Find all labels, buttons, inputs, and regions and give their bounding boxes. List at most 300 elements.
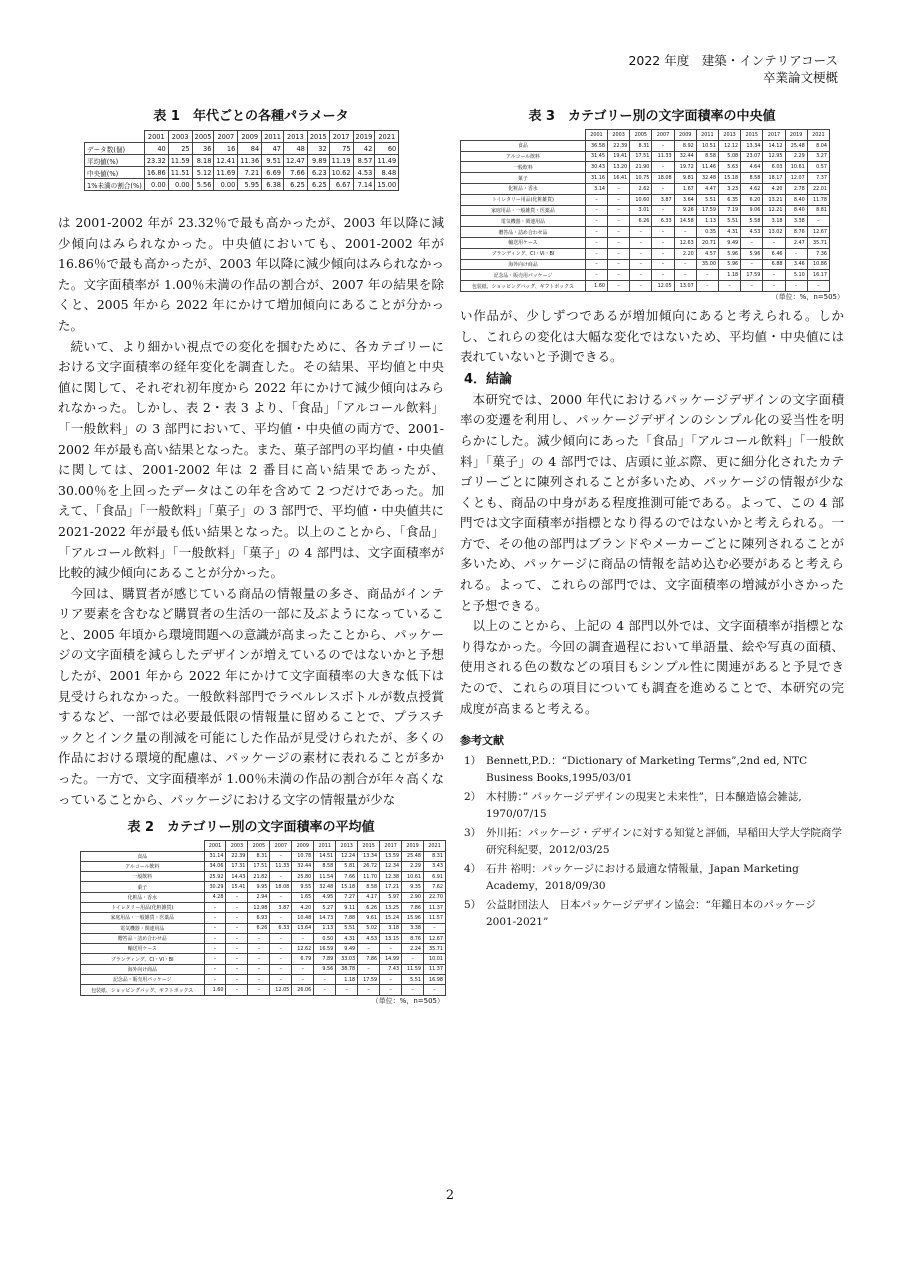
year-header-cell: 2001 [144, 131, 168, 143]
value-cell: 8.81 [807, 205, 829, 216]
value-cell: – [630, 270, 652, 281]
value-cell: 10.62 [329, 167, 353, 179]
year-header-cell: 2007 [270, 841, 292, 851]
value-cell: 31.16 [585, 173, 607, 184]
row-label-cell: ブランディング、CI・VI・BI [461, 248, 586, 259]
value-cell: 5.63 [718, 162, 740, 173]
value-cell: 10.48 [292, 913, 314, 923]
value-cell: 3.38 [785, 216, 807, 227]
value-cell: – [424, 923, 446, 933]
value-cell: – [358, 944, 380, 954]
year-header-cell: 2021 [424, 841, 446, 851]
row-label-cell: ブランディング、CI・VI・BI [81, 954, 205, 964]
value-cell: 10.60 [630, 194, 652, 205]
value-cell: 6.03 [763, 162, 785, 173]
table-row [461, 162, 830, 173]
value-cell: – [585, 194, 607, 205]
value-cell: 9.89 [307, 155, 329, 167]
value-cell: 11.70 [358, 872, 380, 882]
value-cell: – [585, 205, 607, 216]
row-label-cell: 1%未満の割合(%) [85, 179, 145, 191]
value-cell: 25 [168, 143, 192, 155]
value-cell: 7.21 [238, 167, 262, 179]
reference-item: 2） 木村勝：” パッケージデザインの現実と未来性”，日本醸造協会雑誌, 1970/07/15 [464, 791, 802, 820]
value-cell: 31.45 [585, 151, 607, 162]
year-header-cell: 2017 [380, 841, 402, 851]
year-header-cell: 2021 [807, 130, 829, 141]
table-row [85, 167, 399, 179]
value-cell: 5.96 [741, 248, 763, 259]
value-cell: 6.67 [329, 179, 353, 191]
table-row [461, 183, 830, 194]
row-label-cell: 電気機器・関連用品 [81, 923, 205, 933]
value-cell: – [608, 248, 630, 259]
value-cell: – [270, 872, 292, 882]
year-header-cell: 2021 [375, 131, 399, 143]
value-cell: 8.92 [674, 140, 696, 151]
value-cell: 11.37 [424, 964, 446, 974]
row-label-cell: 輸送用ケース [81, 944, 205, 954]
value-cell: 11.59 [402, 964, 424, 974]
value-cell: 6.35 [718, 194, 740, 205]
value-cell: – [608, 205, 630, 216]
value-cell: – [630, 259, 652, 270]
value-cell: – [741, 281, 763, 292]
table-corner-cell [81, 841, 205, 851]
value-cell: 7.14 [353, 179, 375, 191]
table-corner-cell [85, 131, 145, 143]
value-cell: 21.90 [630, 162, 652, 173]
value-cell: 3.87 [270, 903, 292, 913]
value-cell: 6.26 [630, 216, 652, 227]
value-cell: – [652, 237, 674, 248]
year-header-cell: 2019 [353, 131, 375, 143]
value-cell: 31.14 [204, 851, 226, 861]
reference-item: 4） 石井 裕明：パッケージにおける最適な情報量，Japan Marketing Academy，2018/09/30 [464, 863, 799, 892]
value-cell: 34.06 [204, 861, 226, 871]
row-label-cell: 贈答品・詰め合わせ品 [461, 227, 586, 238]
table-row [81, 975, 446, 985]
table-row [461, 140, 830, 151]
value-cell: 40 [144, 143, 168, 155]
value-cell: 0.00 [168, 179, 192, 191]
value-cell: 7.66 [336, 872, 358, 882]
value-cell: 2.94 [248, 892, 270, 902]
value-cell: 12.24 [336, 851, 358, 861]
value-cell: 12.05 [652, 281, 674, 292]
value-cell: – [270, 913, 292, 923]
value-cell: – [741, 237, 763, 248]
value-cell: 12.21 [763, 205, 785, 216]
value-cell: 10.61 [785, 162, 807, 173]
value-cell: 4.20 [292, 903, 314, 913]
value-cell: 5.51 [336, 923, 358, 933]
paragraph-right-1: い作品が、少しずつであるが増加傾向にあると考えられる。しかし、これらの変化は大幅な変化ではないため、平均値・中央値には表れていないと予測できる。 [460, 307, 844, 365]
value-cell: 7.62 [424, 882, 446, 892]
value-cell: – [402, 985, 424, 995]
value-cell: 17.51 [248, 861, 270, 871]
value-cell: 2.47 [785, 237, 807, 248]
value-cell: 13.64 [292, 923, 314, 933]
value-cell: – [292, 964, 314, 974]
value-cell: 12.34 [380, 861, 402, 871]
value-cell: 22.01 [807, 183, 829, 194]
year-header-cell: 2009 [238, 131, 262, 143]
value-cell: – [608, 227, 630, 238]
value-cell: 25.80 [292, 872, 314, 882]
value-cell: 7.86 [402, 903, 424, 913]
value-cell: 32.48 [696, 173, 718, 184]
value-cell: 2.24 [402, 944, 424, 954]
value-cell: – [585, 248, 607, 259]
row-label-cell: アルコール飲料 [81, 861, 205, 871]
value-cell: 6.46 [763, 248, 785, 259]
value-cell: 16.17 [807, 270, 829, 281]
row-label-cell: 包装紙、ショッピングバッグ、ギフトボックス [461, 281, 586, 292]
value-cell: 6.69 [262, 167, 284, 179]
value-cell: – [652, 205, 674, 216]
value-cell: – [630, 281, 652, 292]
value-cell: 4.95 [314, 892, 336, 902]
value-cell: – [763, 281, 785, 292]
value-cell: 11.33 [652, 151, 674, 162]
value-cell: 1.67 [674, 183, 696, 194]
value-cell: 23.32 [144, 155, 168, 167]
value-cell: 9.35 [402, 882, 424, 892]
row-label-cell: 一般飲料 [461, 162, 586, 173]
row-label-cell: 包装紙、ショッピングバッグ、ギフトボックス [81, 985, 205, 995]
value-cell: 6.38 [262, 179, 284, 191]
row-label-cell: 記念品・販売用パッケージ [461, 270, 586, 281]
value-cell: 9.26 [674, 205, 696, 216]
table3-unit: （単位：%，n=505） [771, 292, 844, 301]
value-cell: – [314, 985, 336, 995]
value-cell: 8.58 [696, 151, 718, 162]
row-label-cell: 菓子 [461, 173, 586, 184]
year-header-cell: 2011 [314, 841, 336, 851]
value-cell: – [424, 985, 446, 995]
table-header-row [461, 130, 830, 141]
value-cell: 5.96 [718, 259, 740, 270]
value-cell: 0.50 [314, 933, 336, 943]
value-cell: 4.57 [696, 248, 718, 259]
value-cell: 19.72 [674, 162, 696, 173]
value-cell: 11.33 [270, 861, 292, 871]
value-cell: – [608, 183, 630, 194]
value-cell: 2.90 [402, 892, 424, 902]
value-cell: – [674, 259, 696, 270]
year-header-cell: 2011 [696, 130, 718, 141]
value-cell: – [248, 944, 270, 954]
value-cell: 4.62 [741, 183, 763, 194]
value-cell: 9.56 [314, 964, 336, 974]
year-header-cell: 2005 [248, 841, 270, 851]
value-cell: 2.29 [402, 861, 424, 871]
value-cell: 9.11 [336, 903, 358, 913]
value-cell: 21.82 [248, 872, 270, 882]
value-cell: 8.31 [424, 851, 446, 861]
table3-caption: 表 3 カテゴリー別の文字面積率の中央値 [528, 109, 776, 124]
value-cell: 16.59 [314, 944, 336, 954]
row-label-cell: アルコール飲料 [461, 151, 586, 162]
value-cell: 6.20 [741, 194, 763, 205]
year-header-cell: 2003 [226, 841, 248, 851]
row-label-cell: 平均値(%) [85, 155, 145, 167]
value-cell: 16 [214, 143, 238, 155]
value-cell: – [608, 259, 630, 270]
value-cell: 3.01 [630, 205, 652, 216]
table-row [461, 259, 830, 270]
value-cell: 2.62 [630, 183, 652, 194]
value-cell: 7.89 [314, 954, 336, 964]
value-cell: – [226, 985, 248, 995]
row-label-cell: 食品 [81, 851, 205, 861]
value-cell: 14.99 [380, 954, 402, 964]
value-cell: 4.28 [204, 892, 226, 902]
value-cell: 12.63 [674, 237, 696, 248]
value-cell: 8.04 [807, 140, 829, 151]
value-cell: 14.73 [314, 913, 336, 923]
year-header-cell: 2007 [652, 130, 674, 141]
section-4-heading: 4．結論 [464, 371, 513, 387]
value-cell: 8.58 [358, 882, 380, 892]
row-label-cell: 海外向け商品 [81, 964, 205, 974]
value-cell: – [718, 281, 740, 292]
year-header-cell: 2007 [214, 131, 238, 143]
row-label-cell: 化粧品・香水 [461, 183, 586, 194]
value-cell: – [608, 270, 630, 281]
value-cell: 0.00 [214, 179, 238, 191]
page-header [628, 52, 838, 86]
value-cell: 6.26 [358, 903, 380, 913]
value-cell: 9.06 [741, 205, 763, 216]
paragraph-conclusion-1: 本研究では、2000 年代におけるパッケージデザインの文字面積率の変遷を利用し、パッケージデザインのシンプル化の妥当性を明らかにした。減少傾向にあった「食品」「アルコール飲料」「一般飲料」「菓子」の 4 部門では、店頭に並ぶ際、更に細分化されたカテゴリーごとに陳列されることが多いため、パッケージの情報が少なくとも、商品の中身がある程度推測可能である。よって、この 4 部門では文字面積率が指標となり得るのではないかと考えられる。一方で、その他の部門はブランドやメーカーごとに陳列されることが多いため、パッケージに商品の情報を詰め込む必要があると考えられる。よって、これらの部門では、文字面積率の増減が小さかったと予想できる。 [460, 391, 844, 613]
row-label-cell: 贈答品・詰め合わせ品 [81, 933, 205, 943]
row-label-cell: 家庭用品・一般雑貨・医薬品 [81, 913, 205, 923]
value-cell: 17.59 [358, 975, 380, 985]
value-cell: 12.47 [283, 155, 307, 167]
value-cell: 60 [375, 143, 399, 155]
value-cell: 5.96 [718, 248, 740, 259]
value-cell: 5.51 [402, 975, 424, 985]
value-cell: – [248, 985, 270, 995]
value-cell: 3.18 [380, 923, 402, 933]
row-label-cell: 一般飲料 [81, 872, 205, 882]
table-row [81, 903, 446, 913]
value-cell: 12.12 [718, 140, 740, 151]
value-cell: 6.93 [248, 913, 270, 923]
value-cell: – [763, 237, 785, 248]
value-cell: – [226, 903, 248, 913]
value-cell: 8.40 [785, 205, 807, 216]
table2-caption: 表 2 カテゴリー別の文字面積率の平均値 [127, 820, 375, 836]
value-cell: 22.39 [226, 851, 248, 861]
value-cell: 16.41 [608, 173, 630, 184]
row-label-cell: 輸送用ケース [461, 237, 586, 248]
value-cell: – [270, 944, 292, 954]
value-cell: 7.36 [807, 248, 829, 259]
value-cell: 47 [262, 143, 284, 155]
value-cell: 18.17 [763, 173, 785, 184]
value-cell: 11.69 [214, 167, 238, 179]
value-cell: 8.31 [248, 851, 270, 861]
value-cell: 8.31 [630, 140, 652, 151]
value-cell: 3.87 [652, 194, 674, 205]
table-row [85, 179, 399, 191]
value-cell: 17.31 [226, 861, 248, 871]
value-cell: 23.07 [741, 151, 763, 162]
value-cell: – [270, 954, 292, 964]
value-cell: 15.41 [226, 882, 248, 892]
value-cell: 4.53 [358, 933, 380, 943]
right-column [460, 108, 844, 933]
value-cell: – [585, 259, 607, 270]
value-cell: 18.08 [270, 882, 292, 892]
value-cell: – [608, 216, 630, 227]
value-cell: – [358, 985, 380, 995]
value-cell: – [270, 851, 292, 861]
value-cell: – [807, 216, 829, 227]
table-row [81, 944, 446, 954]
value-cell: – [314, 975, 336, 985]
value-cell: 2.20 [674, 248, 696, 259]
year-header-cell: 2001 [585, 130, 607, 141]
table-row [461, 248, 830, 259]
year-header-cell: 2013 [336, 841, 358, 851]
value-cell: – [652, 270, 674, 281]
table-row [461, 205, 830, 216]
year-header-cell: 2001 [204, 841, 226, 851]
year-header-cell: 2015 [307, 131, 329, 143]
references-heading: 参考文献 [460, 734, 504, 748]
value-cell: 11.49 [375, 155, 399, 167]
table-row [85, 155, 399, 167]
value-cell: 30.29 [204, 882, 226, 892]
value-cell: 13.21 [763, 194, 785, 205]
table-row [461, 216, 830, 227]
value-cell: – [630, 237, 652, 248]
value-cell: 13.02 [763, 227, 785, 238]
value-cell: – [292, 975, 314, 985]
reference-item: 3） 外川拓：パッケージ・デザインに対する知覚と評価，早稲田大学大学院商学研究科紀要，2012/03/25 [464, 827, 843, 856]
value-cell: 5.10 [785, 270, 807, 281]
table-row [81, 985, 446, 995]
value-cell: 15.24 [380, 913, 402, 923]
value-cell: 32.44 [292, 861, 314, 871]
value-cell: 4.20 [763, 183, 785, 194]
year-header-cell: 2017 [763, 130, 785, 141]
paragraph-conclusion-2: 以上のことから、上記の 4 部門以外では、文字面積率が指標となり得なかった。今回の調査過程において単語量、絵や写真の面積、使用される色の数などの項目もシンプル性に関連があると予見できたので、これらの項目についても調査を進めることで、本研究の完成度が高まると考える。 [460, 618, 844, 716]
value-cell: – [226, 964, 248, 974]
paragraph-left-3: 今回は、購買者が感じている商品の情報量の多さ、商品がインテリア要素を含むなど購買者の生活の一部に及ぶようになっていること、2005 年頃から環境問題への意識が高まったことから、パッケージの文字面積を減らしたデザインが増えているのではないかと予想したが、2001 年から 2022 年にかけて文字面積率の大きな低下は見受けられなかった。一般飲料部門でラベルレスボトルが数点授賞するなど、一部では必要最低限の情報量に留めることで、プラスチックとインク量の削減を可能にした作品が見受けられたが、多くの作品における環境的配慮は、パッケージの素材に表れることが多かった。一方で、文字面積率が 1.00％未満の作品の割合が年々高くなっていることから、パッケージにおける文字の情報量が少な [58, 585, 444, 807]
value-cell: 20.71 [696, 237, 718, 248]
value-cell: – [336, 985, 358, 995]
value-cell: – [204, 933, 226, 943]
header-doc-type: 卒業論文梗概 [762, 70, 838, 85]
value-cell: 1.18 [718, 270, 740, 281]
value-cell: 3.14 [585, 183, 607, 194]
value-cell: 6.88 [763, 259, 785, 270]
table-row [81, 923, 446, 933]
value-cell: 11.36 [238, 155, 262, 167]
value-cell: 10.01 [424, 954, 446, 964]
value-cell: 3.23 [718, 183, 740, 194]
value-cell: 0.57 [807, 162, 829, 173]
value-cell: 8.58 [741, 173, 763, 184]
value-cell: – [292, 933, 314, 943]
value-cell: 33.03 [336, 954, 358, 964]
paragraph-left-2: 続いて、より細かい視点での変化を掴むために、各カテゴリーにおける文字面積率の経年変化を調査した。その結果、平均値と中央値に関して、それぞれ初年度から 2022 年にかけて減少傾向はみられなかった。しかし、表 2・表 3 より、「食品」「アルコール飲料」「一般飲料」の 3 部門において、平均値・中央値の両方で、2001-2002 年が最も高い結果となった。また、菓子部門の平均値・中央値に関しては、2001-2002 年は 2 番目に高い結果であったが、30.00％を上回ったデータはこの年を含めて 2 つだけであった。加えて、「食品」「一般飲料」「菓子」の 3 部門で、平均値・中央値共に 2021-2022 年が最も低い結果となった。以上のことから、「食品」「アルコール飲料」「一般飲料」「菓子」の 4 部門は、文字面積率が比較的減少傾向にあることが分かった。 [58, 338, 444, 581]
value-cell: 15.00 [375, 179, 399, 191]
year-header-cell: 2005 [192, 131, 214, 143]
value-cell: 10.51 [696, 140, 718, 151]
value-cell: 6.79 [292, 954, 314, 964]
year-header-cell: 2013 [283, 131, 307, 143]
value-cell: 8.18 [192, 155, 214, 167]
value-cell: 7.43 [380, 964, 402, 974]
value-cell: 14.51 [314, 851, 336, 861]
value-cell: – [652, 140, 674, 151]
value-cell: 75 [329, 143, 353, 155]
value-cell: 9.51 [262, 155, 284, 167]
table-row [85, 143, 399, 155]
value-cell: 17.21 [380, 882, 402, 892]
value-cell: – [226, 975, 248, 985]
value-cell: 11.51 [168, 167, 192, 179]
value-cell: 14.12 [763, 140, 785, 151]
year-header-cell: 2019 [785, 130, 807, 141]
value-cell: 9.55 [292, 882, 314, 892]
value-cell: 5.12 [192, 167, 214, 179]
value-cell: 4.31 [336, 933, 358, 943]
value-cell: – [226, 944, 248, 954]
year-header-cell: 2015 [741, 130, 763, 141]
value-cell: – [226, 892, 248, 902]
value-cell: 42 [353, 143, 375, 155]
value-cell: 15.96 [402, 913, 424, 923]
table-row [461, 173, 830, 184]
table2 [80, 840, 446, 995]
value-cell: 38.78 [336, 964, 358, 974]
value-cell: 11.46 [696, 162, 718, 173]
row-label-cell: トイレタリー用品(化粧雑貨) [81, 903, 205, 913]
value-cell: 11.57 [424, 913, 446, 923]
value-cell: 7.86 [358, 954, 380, 964]
value-cell: 8.76 [402, 933, 424, 943]
value-cell: 8.40 [785, 194, 807, 205]
value-cell: 11.37 [424, 903, 446, 913]
value-cell: 17.51 [630, 151, 652, 162]
table-header-row [81, 841, 446, 851]
year-header-cell: 2009 [292, 841, 314, 851]
table-row [81, 851, 446, 861]
value-cell: 13.25 [380, 903, 402, 913]
value-cell: – [785, 281, 807, 292]
value-cell: 35.71 [807, 237, 829, 248]
value-cell: – [402, 954, 424, 964]
value-cell: 9.81 [674, 173, 696, 184]
value-cell: 3.64 [674, 194, 696, 205]
value-cell: 6.23 [307, 167, 329, 179]
table-row [81, 872, 446, 882]
value-cell: – [585, 227, 607, 238]
value-cell: 4.64 [741, 162, 763, 173]
table-row [81, 882, 446, 892]
value-cell: 14.43 [226, 872, 248, 882]
value-cell: 3.46 [785, 259, 807, 270]
value-cell: – [358, 964, 380, 974]
table-row [81, 954, 446, 964]
